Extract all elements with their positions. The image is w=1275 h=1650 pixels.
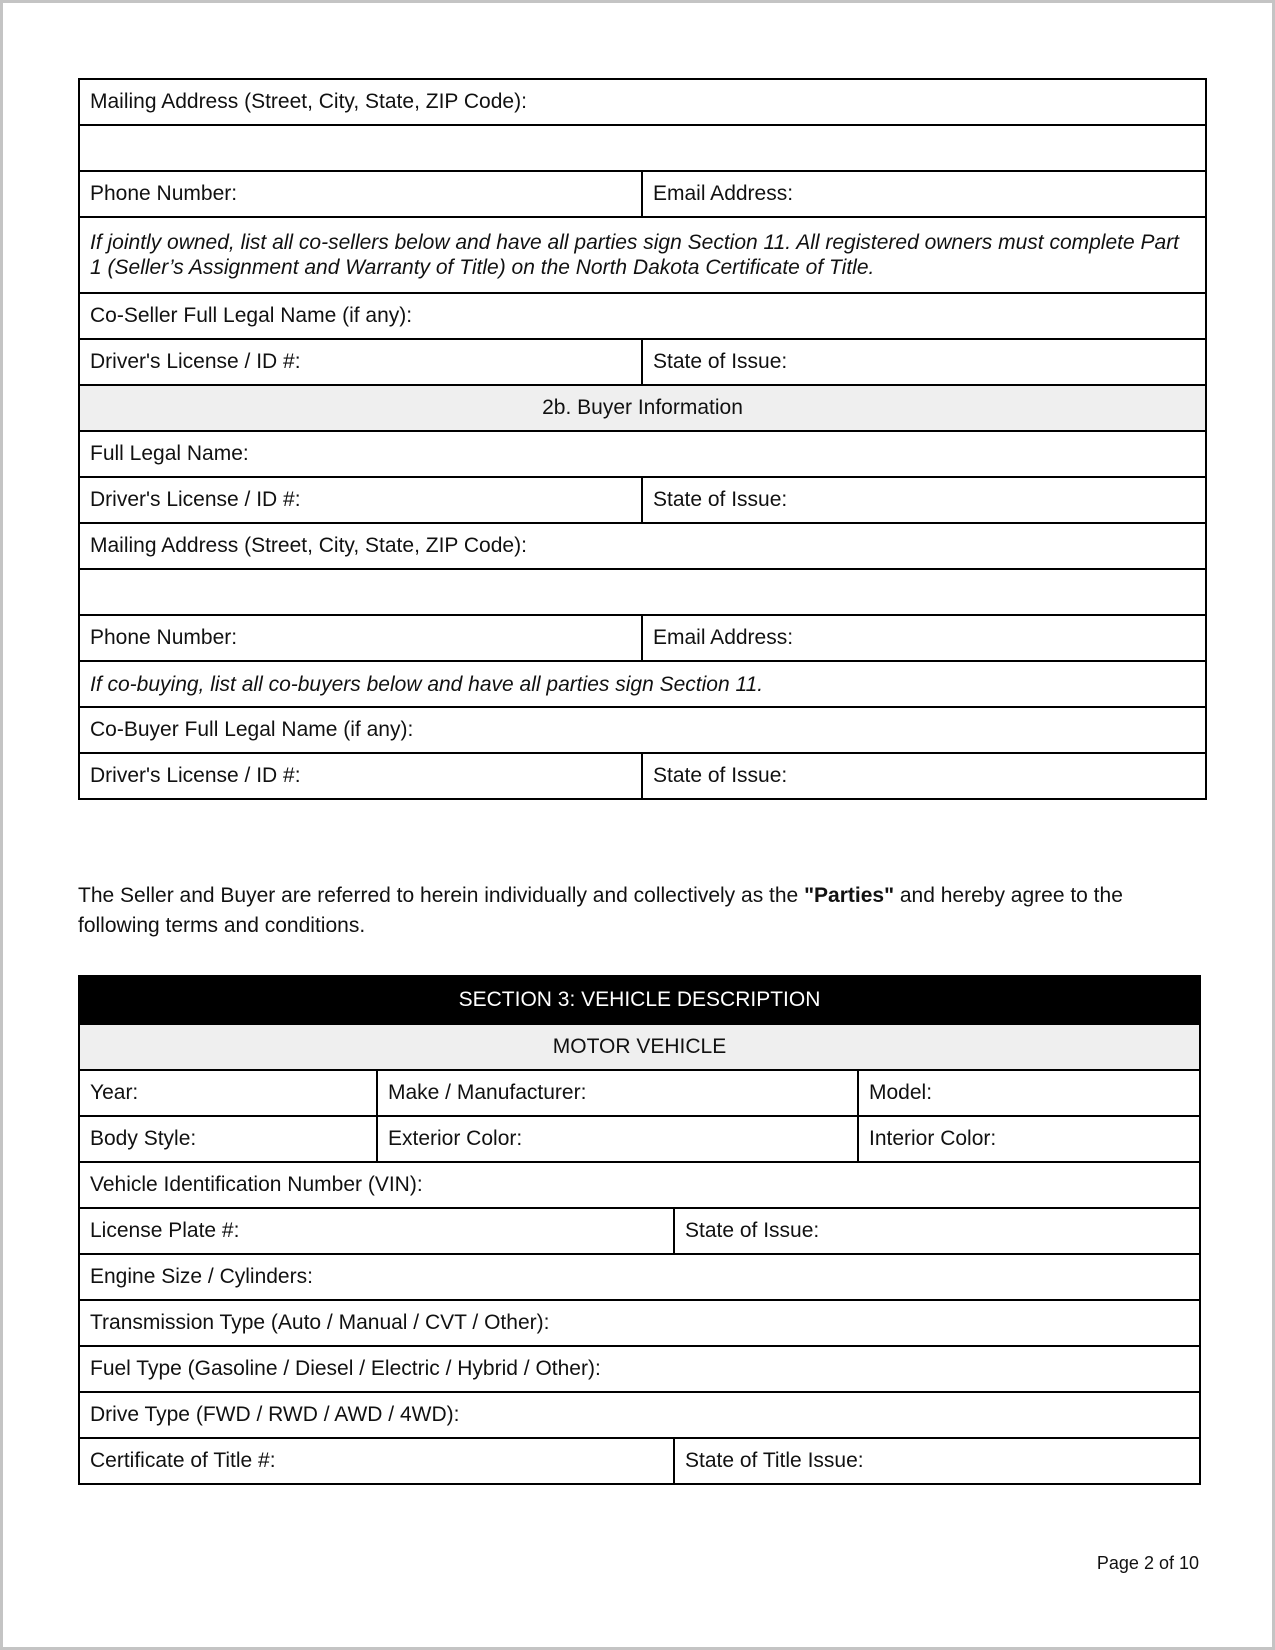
vehicle-model-field[interactable]: Model: [858, 1070, 1200, 1116]
table-row [79, 477, 1206, 523]
vehicle-year-field[interactable]: Year: [79, 1070, 377, 1116]
drive-type-field[interactable]: Drive Type (FWD / RWD / AWD / 4WD): [79, 1392, 1200, 1438]
section-3-title: SECTION 3: VEHICLE DESCRIPTION [79, 976, 1200, 1024]
seller-email-field[interactable]: Email Address: [642, 171, 1206, 217]
co-seller-note: If jointly owned, list all co-sellers below and have all parties sign Section 11. All registered owners must complete Part 1 (Seller’s Assignment and Warranty of Title) on the North Dakota Certificate of Title. [79, 217, 1206, 293]
table-row [79, 1070, 1200, 1116]
table-row [79, 661, 1206, 707]
co-seller-license-field[interactable]: Driver's License / ID #: [79, 339, 642, 385]
buyer-phone-field[interactable]: Phone Number: [79, 615, 642, 661]
co-buyer-state-field[interactable]: State of Issue: [642, 753, 1206, 799]
license-plate-field[interactable]: License Plate #: [79, 1208, 674, 1254]
transmission-type-field[interactable]: Transmission Type (Auto / Manual / CVT / Other): [79, 1300, 1200, 1346]
seller-mailing-address-label: Mailing Address (Street, City, State, ZIP Code): [79, 79, 1206, 125]
co-buyer-note: If co-buying, list all co-buyers below and have all parties sign Section 11. [79, 661, 1206, 707]
table-row [79, 339, 1206, 385]
buyer-email-field[interactable]: Email Address: [642, 615, 1206, 661]
vehicle-description-table [78, 975, 1201, 1485]
co-seller-name-field[interactable]: Co-Seller Full Legal Name (if any): [79, 293, 1206, 339]
vehicle-interior-color-field[interactable]: Interior Color: [858, 1116, 1200, 1162]
vehicle-body-style-field[interactable]: Body Style: [79, 1116, 377, 1162]
table-row [79, 431, 1206, 477]
table-row [79, 1392, 1200, 1438]
table-row [79, 753, 1206, 799]
engine-size-field[interactable]: Engine Size / Cylinders: [79, 1254, 1200, 1300]
buyer-name-field[interactable]: Full Legal Name: [79, 431, 1206, 477]
table-row [79, 79, 1206, 125]
table-row [79, 293, 1206, 339]
seller-mailing-address-field[interactable] [79, 125, 1206, 171]
table-row [79, 1162, 1200, 1208]
page-number: Page 2 of 10 [1096, 1553, 1199, 1573]
buyer-state-field[interactable]: State of Issue: [642, 477, 1206, 523]
co-buyer-name-field[interactable]: Co-Buyer Full Legal Name (if any): [79, 707, 1206, 753]
table-row [79, 707, 1206, 753]
parties-definition-paragraph [78, 881, 1208, 941]
vehicle-exterior-color-field[interactable]: Exterior Color: [377, 1116, 858, 1162]
parties-paragraph-before: The Seller and Buyer are referred to herein individually and collectively as the [78, 884, 805, 907]
motor-vehicle-heading: MOTOR VEHICLE [79, 1024, 1200, 1070]
buyer-information-heading: 2b. Buyer Information [79, 385, 1206, 431]
parties-paragraph-after: and hereby agree to the following terms and conditions. [78, 884, 1123, 937]
co-buyer-license-field[interactable]: Driver's License / ID #: [79, 753, 642, 799]
co-seller-state-field[interactable]: State of Issue: [642, 339, 1206, 385]
table-row [79, 217, 1206, 293]
parties-term: "Parties" [804, 884, 895, 907]
buyer-license-field[interactable]: Driver's License / ID #: [79, 477, 642, 523]
table-row [79, 171, 1206, 217]
table-row [79, 1208, 1200, 1254]
certificate-of-title-number-field[interactable]: Certificate of Title #: [79, 1438, 674, 1484]
table-row [79, 1438, 1200, 1484]
table-row [79, 523, 1206, 569]
table-row [79, 1024, 1200, 1070]
license-plate-state-field[interactable]: State of Issue: [674, 1208, 1200, 1254]
table-row [79, 615, 1206, 661]
table-row [79, 125, 1206, 171]
title-issue-state-field[interactable]: State of Title Issue: [674, 1438, 1200, 1484]
table-row [79, 1254, 1200, 1300]
vehicle-make-field[interactable]: Make / Manufacturer: [377, 1070, 858, 1116]
buyer-mailing-address-label: Mailing Address (Street, City, State, ZIP Code): [79, 523, 1206, 569]
table-row [79, 1346, 1200, 1392]
buyer-mailing-address-field[interactable] [79, 569, 1206, 615]
parties-information-table [78, 78, 1207, 800]
table-row [79, 1300, 1200, 1346]
table-row [79, 1116, 1200, 1162]
fuel-type-field[interactable]: Fuel Type (Gasoline / Diesel / Electric / Hybrid / Other): [79, 1346, 1200, 1392]
vehicle-vin-field[interactable]: Vehicle Identification Number (VIN): [79, 1162, 1200, 1208]
table-row [79, 569, 1206, 615]
table-row [79, 976, 1200, 1024]
table-row [79, 385, 1206, 431]
seller-phone-field[interactable]: Phone Number: [79, 171, 642, 217]
